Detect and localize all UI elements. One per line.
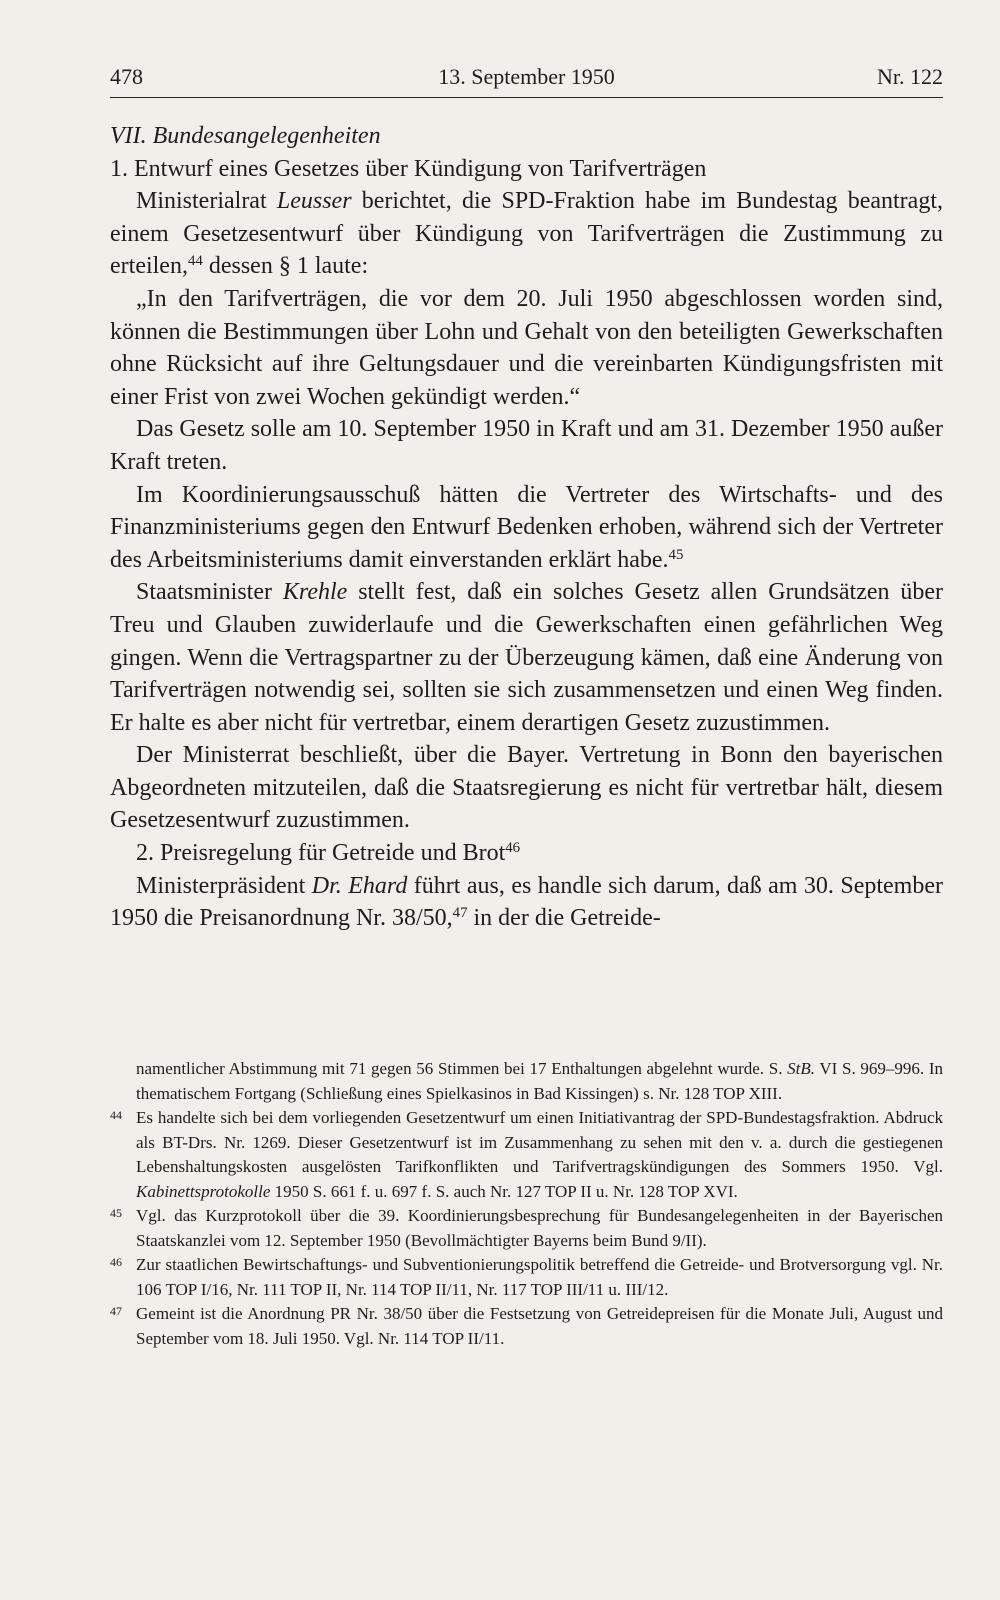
footnote-continuation: namentlicher Abstimmung mit 71 gegen 56 Stimmen bei 17 Enthaltungen abgelehnt wurde. S. StB. VI S. 969–996. In thematischem Fortgang (Schließung eines Spielkasinos in Bad Kissingen) s. Nr. 128 TOP XIII. xyxy=(136,1059,944,1103)
footnote-number: 46 xyxy=(110,1255,122,1269)
item1-heading: 1. Entwurf eines Gesetzes über Kündigung von Tarifverträgen xyxy=(110,155,707,182)
footnote-ref-44: 44 xyxy=(187,253,203,270)
footnote-text: Vgl. das Kurzprotokoll über die 39. Koordinierungsbesprechung für Bundesangelegenheiten in der Bayerischen Staatskanzlei vom 12. September 1950 (Bevollmächtigter Bayerns beim Bund 9/II). xyxy=(136,1206,943,1250)
footnotes xyxy=(110,1057,943,1351)
footnote-ref-46: 46 xyxy=(505,839,521,856)
main-text xyxy=(110,120,943,935)
footnote-number: 45 xyxy=(110,1206,122,1220)
footnote-45 xyxy=(110,1204,943,1253)
person-name: Krehle xyxy=(282,579,348,606)
footnote-47 xyxy=(110,1302,943,1351)
footnote-text: Es handelte sich bei dem vorliegenden Gesetzentwurf um einen Initiativantrag der SPD-Bundestagsfraktion. Abdruck als BT-Drs. Nr. 1269. Dieser Gesetzentwurf ist im Zusammenhang zu sehen mit den v. a. durch die gestiegenen Lebenshaltungskosten ausgelösten Tarifkonflikten und Tarifvertragskündigungen des Sommers 1950. Vgl. Kabinettsprotokolle 1950 S. 661 f. u. 697 f. S. auch Nr. 127 TOP II u. Nr. 128 TOP XVI. xyxy=(136,1108,943,1201)
footnote-46 xyxy=(110,1253,943,1302)
header-issue-number: Nr. 122 xyxy=(877,64,943,89)
header-rule xyxy=(110,97,943,98)
footnote-number: 47 xyxy=(110,1304,122,1318)
footnote-text: Gemeint ist die Anordnung PR Nr. 38/50 über die Festsetzung von Getreidepreisen für die Monate Juli, August und September vom 18. Juli 1950. Vgl. Nr. 114 TOP II/11. xyxy=(136,1304,943,1348)
running-header xyxy=(110,58,943,98)
person-name: Dr. Ehard xyxy=(311,872,408,899)
footnote-text: Zur staatlichen Bewirtschaftungs- und Subventionierungspolitik betreffend die Getreide- und Brotversorgung vgl. Nr. 106 TOP I/16, Nr. 111 TOP II, Nr. 114 TOP II/11, Nr. 117 TOP III/11 u. III/12. xyxy=(136,1255,943,1299)
page-number: 478 xyxy=(110,64,143,89)
item1-paragraph-committee: Im Koordinierungsausschuß hätten die Vertreter des Wirtschafts- und des Finanzministeriums gegen den Entwurf Bedenken erhoben, während sich der Vertreter des Arbeitsministeriums damit einverstanden erklärt habe.$^{45}$ xyxy=(110,481,943,573)
section-title: VII. Bundesangelegenheiten xyxy=(110,123,381,149)
item1-paragraph-leusser: Ministerialrat Leusser berichtet, die SPD-Fraktion habe im Bundestag beantragt, einem Gesetzesentwurf über Kündigung von Tarifverträgen die Zustimmung zu erteilen,$^{44}$ dessen § 1 laute: xyxy=(110,188,943,280)
item1-quote: „In den Tarifverträgen, die vor dem 20. Juli 1950 abgeschlossen worden sind, können die Bestimmungen über Lohn und Gehalt von den beteiligten Gewerkschaften ohne Rücksicht auf ihre Geltungsdauer und die vereinbarten Kündigungsfristen mit einer Frist von zwei Wochen gekündigt werden.“ xyxy=(110,285,943,410)
person-name: Leusser xyxy=(276,188,352,215)
item1-paragraph-dates: Das Gesetz solle am 10. September 1950 in Kraft und am 31. Dezember 1950 außer Kraft treten. xyxy=(110,416,943,475)
footnote-number: 44 xyxy=(110,1108,122,1122)
header-date: 13. September 1950 xyxy=(438,64,615,89)
footnote-ref-45: 45 xyxy=(668,546,684,563)
item1-paragraph-krehle: Staatsminister Krehle stellt fest, daß ein solches Gesetz allen Grundsätzen über Treu und Glauben zuwiderlaufe und die Gewerkschaften einen gefährlichen Weg gingen. Wenn die Vertragspartner zu der Überzeugung kämen, daß eine Änderung von Tarifverträgen notwendig sei, sollten sie sich zusammensetzen und einen Weg finden. Er halte es aber nicht für vertretbar, einem derartigen Gesetz zuzustimmen. xyxy=(110,579,944,736)
footnote-44 xyxy=(110,1106,943,1204)
item2-paragraph-ehard: Ministerpräsident Dr. Ehard führt aus, es handle sich darum, daß am 30. September 1950 die Preisanordnung Nr. 38/50,47 in der die Getreide- xyxy=(110,872,943,932)
item1-paragraph-decision: Der Ministerrat beschließt, über die Bayer. Vertretung in Bonn den bayerischen Abgeordneten mitzuteilen, daß die Staatsregierung es nicht für vertretbar hält, diesem Gesetzesentwurf zuzustimmen. xyxy=(110,742,943,834)
footnote-ref-47: 47 xyxy=(452,905,468,922)
item2-heading: 2. Preisregelung für Getreide und Brot$^{46}$ xyxy=(136,839,521,867)
